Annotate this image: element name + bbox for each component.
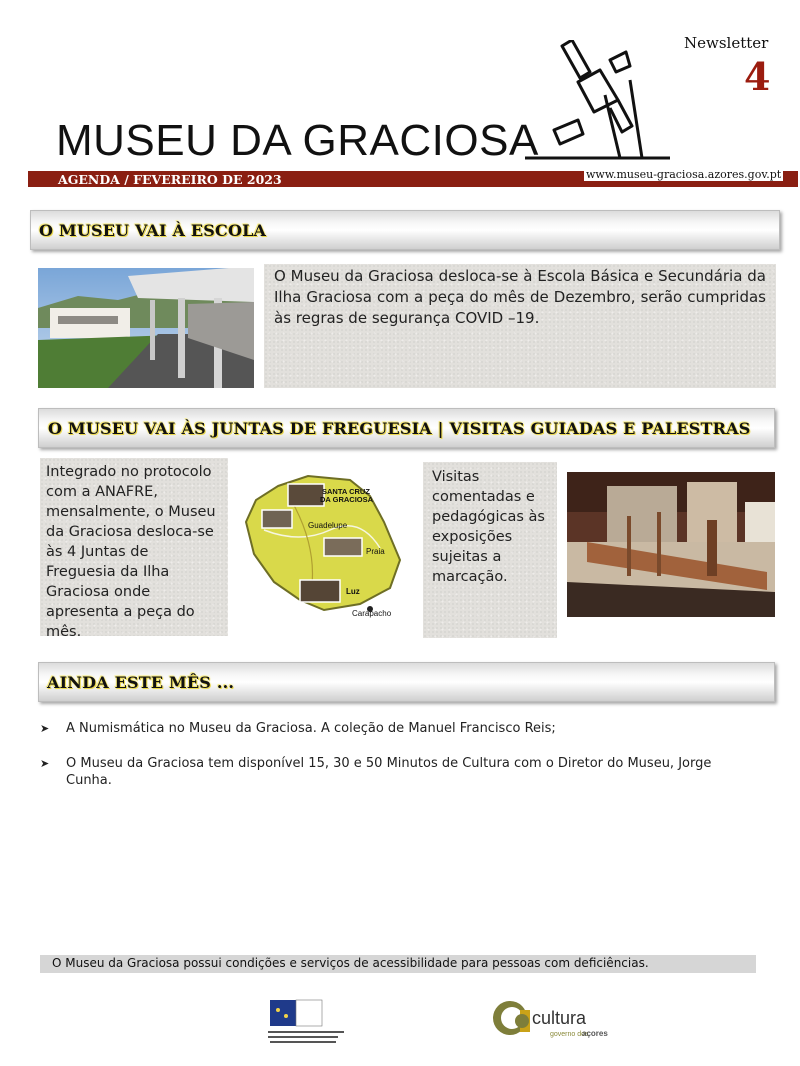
accessibility-text: O Museu da Graciosa possui condições e serviços de acessibilidade para pessoas com deficiências. [52, 956, 649, 970]
visitas-text-box [423, 462, 557, 638]
section-heading-escola [30, 210, 780, 250]
list-item-text: A Numismática no Museu da Graciosa. A coleção de Manuel Francisco Reis; [66, 721, 556, 736]
acores-government-logo [260, 998, 352, 1048]
arrow-bullet-icon: ➤ [40, 722, 50, 735]
juntas-text-box [40, 458, 228, 640]
section-heading-juntas [38, 408, 775, 448]
map-label-praia: Praia [366, 547, 385, 556]
newsletter-label: Newsletter [684, 34, 769, 52]
agenda-label: AGENDA / FEVEREIRO DE 2023 [58, 172, 282, 187]
map-label-carapacho: Carapacho [352, 609, 392, 618]
cultura-logo-sub-2: açores [582, 1029, 608, 1038]
juntas-text: Integrado no protocolo com a ANAFRE, mensalmente, o Museu da Graciosa desloca-se às 4 Juntas de Freguesia da Ilha Graciosa onde apresenta a peça do mês. [46, 464, 216, 640]
cultura-logo [490, 994, 630, 1044]
section-heading-ainda-text: AINDA ESTE MÊS ... [47, 673, 235, 692]
newsletter-number: 4 [744, 54, 771, 99]
escola-text: O Museu da Graciosa desloca-se à Escola Básica e Secundária da Ilha Graciosa com a peça do mês de Dezembro, serão cumpridas às regras de segurança COVID –19. [274, 267, 766, 327]
cultura-logo-sub-1: governo dos [550, 1031, 589, 1038]
arrow-bullet-icon: ➤ [40, 757, 50, 770]
exhibition-photo [567, 472, 775, 617]
map-label-santa-cruz-2: DA GRACIOSA [320, 495, 374, 504]
map-label-santa-cruz-1: SANTA CRUZ [322, 487, 370, 496]
section-heading-ainda [38, 662, 775, 702]
map-label-luz: Luz [346, 587, 360, 596]
section-heading-escola-text: O MUSEU VAI À ESCOLA [39, 221, 267, 240]
section-heading-juntas-text: O MUSEU VAI ÀS JUNTAS DE FREGUESIA | VISITAS GUIADAS E PALESTRAS [48, 419, 751, 438]
visitas-text: Visitas comentadas e pedagógicas às exposições sujeitas a marcação. [432, 469, 545, 585]
list-item-text: O Museu da Graciosa tem disponível 15, 30 e 50 Minutos de Cultura com o Diretor do Museu, Jorge Cunha. [66, 756, 712, 788]
website-link[interactable]: www.museu-graciosa.azores.gov.pt [586, 168, 782, 181]
accessibility-bar [40, 955, 756, 973]
island-map [240, 470, 410, 620]
cultura-logo-text: cultura [532, 1008, 587, 1028]
map-label-guadelupe: Guadelupe [308, 521, 348, 530]
windmill-icon [520, 40, 670, 165]
escola-text-box [264, 264, 776, 388]
school-photo [38, 268, 254, 388]
page-title: MUSEU DA GRACIOSA [56, 116, 539, 165]
